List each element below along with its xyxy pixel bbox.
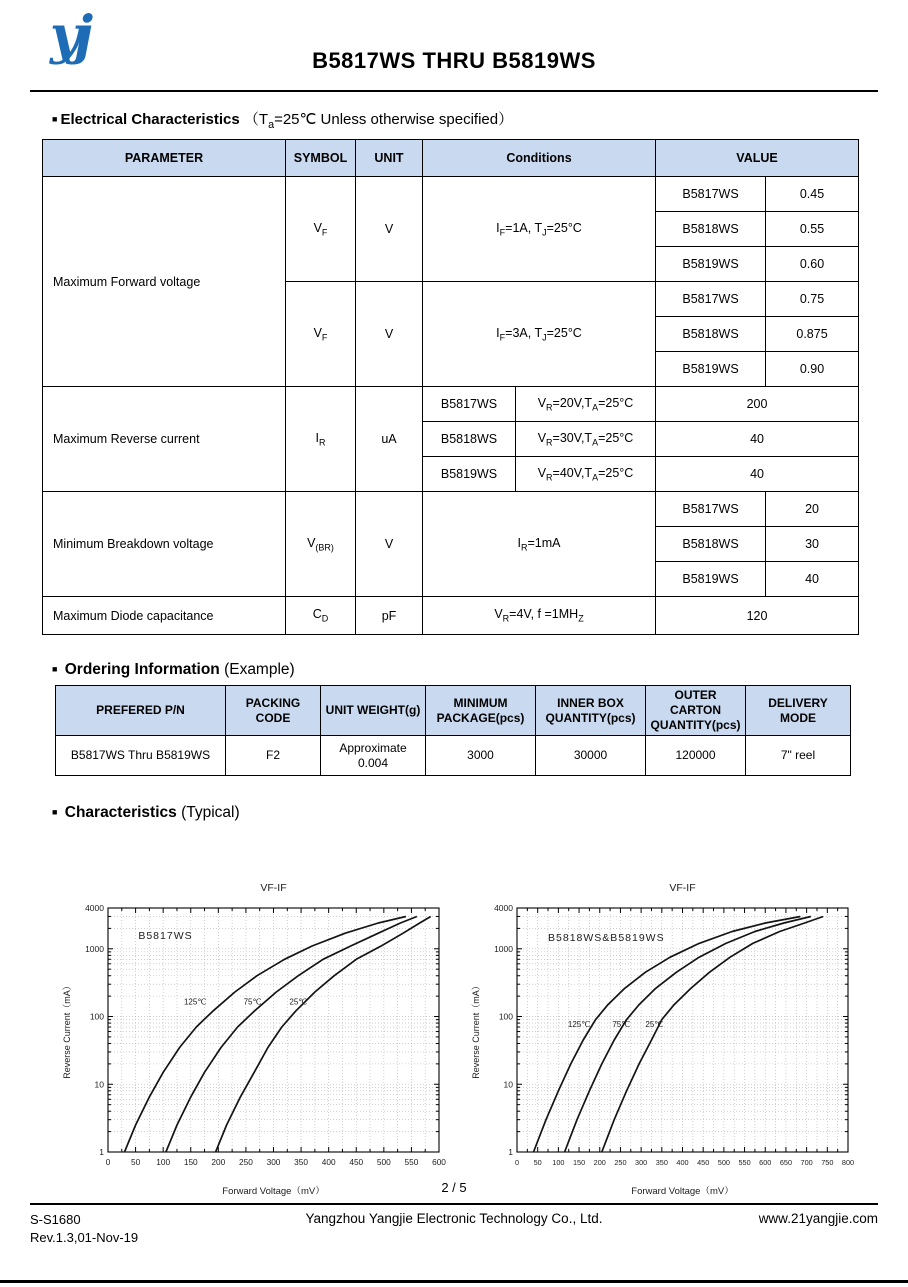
svg-text:B5818WS&B5819WS: B5818WS&B5819WS (548, 932, 665, 945)
part-cell: B5819WS (656, 352, 766, 387)
symbol-cell: $V_F$ (286, 282, 356, 387)
condition-cell: $I_F=3A$, $T_J=25^\circ C$ (423, 282, 656, 387)
square-bullet-icon: ■ (52, 664, 58, 674)
part-cell: B5819WS (656, 247, 766, 282)
page-footer (0, 1180, 908, 1246)
svg-text:1: 1 (508, 1147, 513, 1157)
svg-text:4000: 4000 (85, 903, 104, 913)
symbol-cell: $I_R$ (286, 387, 356, 492)
svg-text:600: 600 (432, 1157, 446, 1167)
value-cell: 0.90 (766, 352, 859, 387)
table-row (43, 597, 859, 635)
col-header-unit-weight: UNIT WEIGHT(g) (321, 686, 426, 736)
value-cell: 0.60 (766, 247, 859, 282)
value-cell: 30 (766, 527, 859, 562)
svg-text:25℃: 25℃ (289, 997, 308, 1007)
unit-cell: V (356, 177, 423, 282)
electrical-characteristics-heading (52, 108, 908, 131)
parameter-cell: Maximum Forward voltage (43, 177, 286, 387)
delivery-mode-cell: 7" reel (746, 736, 851, 776)
svg-text:450: 450 (349, 1157, 364, 1167)
col-header-unit: UNIT (356, 140, 423, 177)
doc-code: S-S1680 (30, 1212, 81, 1227)
svg-text:50: 50 (533, 1158, 542, 1167)
unit-weight-cell: Approximate 0.004 (321, 736, 426, 776)
svg-text:Reverse Current（mA）: Reverse Current（mA） (471, 981, 481, 1079)
parameter-cell: Maximum Reverse current (43, 387, 286, 492)
value-cell: 120 (656, 597, 859, 635)
revision: Rev.1.3,01-Nov-19 (30, 1229, 139, 1245)
value-cell: 40 (656, 422, 859, 457)
svg-text:400: 400 (321, 1157, 336, 1167)
page-number: 2 / 5 (441, 1180, 467, 1195)
part-cell: B5819WS (423, 457, 516, 492)
svg-text:300: 300 (635, 1158, 648, 1167)
svg-text:1000: 1000 (85, 943, 104, 954)
inner-box-cell: 30000 (536, 736, 646, 776)
svg-text:1000: 1000 (494, 943, 513, 954)
ordering-information-table (55, 685, 851, 776)
doc-code-and-revision (30, 1211, 230, 1246)
svg-text:10: 10 (94, 1079, 104, 1090)
svg-text:650: 650 (779, 1158, 793, 1167)
condition-cell: $I_F=1A$, $T_J=25^\circ C$ (423, 177, 656, 282)
svg-text:350: 350 (294, 1157, 309, 1167)
svg-text:550: 550 (738, 1158, 751, 1167)
heading-note: (Example) (224, 661, 295, 678)
part-cell: B5817WS (656, 177, 766, 212)
svg-text:50: 50 (130, 1157, 141, 1167)
ordering-information-heading (52, 661, 908, 679)
svg-text:100: 100 (89, 1011, 104, 1022)
parameter-cell: Minimum Breakdown voltage (43, 492, 286, 597)
part-cell: B5817WS (656, 492, 766, 527)
table-row (43, 387, 859, 422)
col-header-outer-carton: OUTER CARTON QUANTITY(pcs) (646, 686, 746, 736)
symbol-cell: $V_F$ (286, 177, 356, 282)
svg-text:100: 100 (552, 1158, 565, 1167)
col-header-inner-box: INNER BOX QUANTITY(pcs) (536, 686, 646, 736)
svg-text:500: 500 (717, 1158, 730, 1167)
condition-cell: $V_R=20V,T_A=25^\circ C$ (516, 387, 656, 422)
svg-text:300: 300 (266, 1157, 281, 1167)
svg-text:700: 700 (800, 1158, 813, 1167)
square-bullet-icon: ■ (52, 807, 58, 817)
value-cell: 40 (656, 457, 859, 492)
svg-text:250: 250 (238, 1157, 253, 1167)
parameter-cell: Maximum Diode capacitance (43, 597, 286, 635)
svg-text:450: 450 (697, 1158, 710, 1167)
vf-if-chart-b5818ws-b5819ws (467, 878, 862, 1200)
condition-cell: $I_R=1mA$ (423, 492, 656, 597)
svg-text:75℃: 75℃ (243, 997, 262, 1007)
svg-text:125℃: 125℃ (567, 1020, 591, 1030)
unit-cell: pF (356, 597, 423, 635)
value-cell: 200 (656, 387, 859, 422)
outer-carton-cell: 120000 (646, 736, 746, 776)
condition-cell: $V_R=40V,T_A=25^\circ C$ (516, 457, 656, 492)
condition-cell: $V_R=4V$, $f =1MH_Z$ (423, 597, 656, 635)
value-cell: 20 (766, 492, 859, 527)
svg-text:4000: 4000 (494, 903, 513, 913)
company-name: Yangzhou Yangjie Electronic Technology Co., Ltd. (305, 1211, 603, 1226)
col-header-minimum-package: MINIMUM PACKAGE(pcs) (426, 686, 536, 736)
electrical-characteristics-table (42, 139, 859, 635)
value-cell: 0.875 (766, 317, 859, 352)
square-bullet-icon: ■ (52, 114, 58, 124)
svg-text:Forward Voltage（mV）: Forward Voltage（mV） (222, 1186, 325, 1197)
svg-text:10: 10 (503, 1079, 513, 1090)
svg-text:350: 350 (655, 1158, 668, 1167)
svg-text:800: 800 (841, 1158, 855, 1167)
heading-text: Electrical Characteristics (60, 111, 240, 128)
unit-cell: uA (356, 387, 423, 492)
col-header-packing-code: PACKING CODE (226, 686, 321, 736)
col-header-prefered-pn: PREFERED P/N (56, 686, 226, 736)
table-header-row (56, 686, 851, 736)
part-cell: B5818WS (656, 527, 766, 562)
packing-code-cell: F2 (226, 736, 321, 776)
svg-text:VF-IF: VF-IF (669, 882, 696, 894)
pn-cell: B5817WS Thru B5819WS (56, 736, 226, 776)
table-row (56, 736, 851, 776)
svg-text:250: 250 (614, 1158, 627, 1167)
part-cell: B5818WS (423, 422, 516, 457)
company-logo: yj (50, 5, 88, 66)
col-header-parameter: PARAMETER (43, 140, 286, 177)
svg-text:25℃: 25℃ (645, 1020, 664, 1030)
company-website: www.21yangjie.com (758, 1211, 878, 1226)
header-divider (30, 90, 878, 92)
value-cell: 40 (766, 562, 859, 597)
svg-text:75℃: 75℃ (612, 1020, 631, 1030)
characteristics-heading (52, 804, 908, 822)
svg-text:B5817WS: B5817WS (138, 929, 193, 942)
heading-note: （$T_a=25℃$ Unless otherwise specified） (243, 111, 514, 131)
svg-text:200: 200 (593, 1158, 606, 1167)
table-header-row (43, 140, 859, 177)
vf-if-chart-b5817ws (58, 878, 453, 1200)
svg-text:750: 750 (821, 1158, 834, 1167)
svg-text:0: 0 (514, 1158, 520, 1167)
value-cell: 0.75 (766, 282, 859, 317)
page-header (0, 0, 908, 90)
svg-text:400: 400 (676, 1158, 689, 1167)
svg-text:125℃: 125℃ (183, 997, 207, 1007)
svg-text:150: 150 (572, 1158, 586, 1167)
svg-text:VF-IF: VF-IF (260, 882, 287, 894)
svg-text:500: 500 (376, 1157, 391, 1167)
symbol-cell: $C_D$ (286, 597, 356, 635)
symbol-cell: $V_{(BR)}$ (286, 492, 356, 597)
table-row (43, 177, 859, 212)
svg-text:100: 100 (156, 1157, 171, 1167)
part-cell: B5818WS (656, 212, 766, 247)
svg-text:0: 0 (105, 1157, 111, 1167)
page-title: B5817WS THRU B5819WS (312, 48, 596, 73)
svg-text:1: 1 (99, 1147, 104, 1157)
table-row (43, 492, 859, 527)
svg-text:100: 100 (498, 1011, 513, 1022)
svg-text:Reverse Current（mA）: Reverse Current（mA） (62, 981, 72, 1079)
svg-text:600: 600 (759, 1158, 772, 1167)
part-cell: B5817WS (423, 387, 516, 422)
col-header-value: VALUE (656, 140, 859, 177)
heading-text: Characteristics (64, 804, 177, 821)
value-cell: 0.55 (766, 212, 859, 247)
col-header-symbol: SYMBOL (286, 140, 356, 177)
unit-cell: V (356, 492, 423, 597)
col-header-conditions: Conditions (423, 140, 656, 177)
col-header-delivery-mode: DELIVERY MODE (746, 686, 851, 736)
svg-text:550: 550 (404, 1157, 419, 1167)
part-cell: B5819WS (656, 562, 766, 597)
charts-section (58, 878, 908, 1200)
part-cell: B5817WS (656, 282, 766, 317)
heading-text: Ordering Information (64, 661, 220, 678)
svg-text:150: 150 (183, 1157, 198, 1167)
value-cell: 0.45 (766, 177, 859, 212)
minimum-package-cell: 3000 (426, 736, 536, 776)
unit-cell: V (356, 282, 423, 387)
heading-note: (Typical) (181, 804, 240, 821)
part-cell: B5818WS (656, 317, 766, 352)
svg-text:200: 200 (211, 1157, 226, 1167)
svg-text:Forward Voltage（mV）: Forward Voltage（mV） (631, 1186, 734, 1197)
page-bottom-border (0, 1280, 908, 1283)
condition-cell: $V_R=30V,T_A=25^\circ C$ (516, 422, 656, 457)
